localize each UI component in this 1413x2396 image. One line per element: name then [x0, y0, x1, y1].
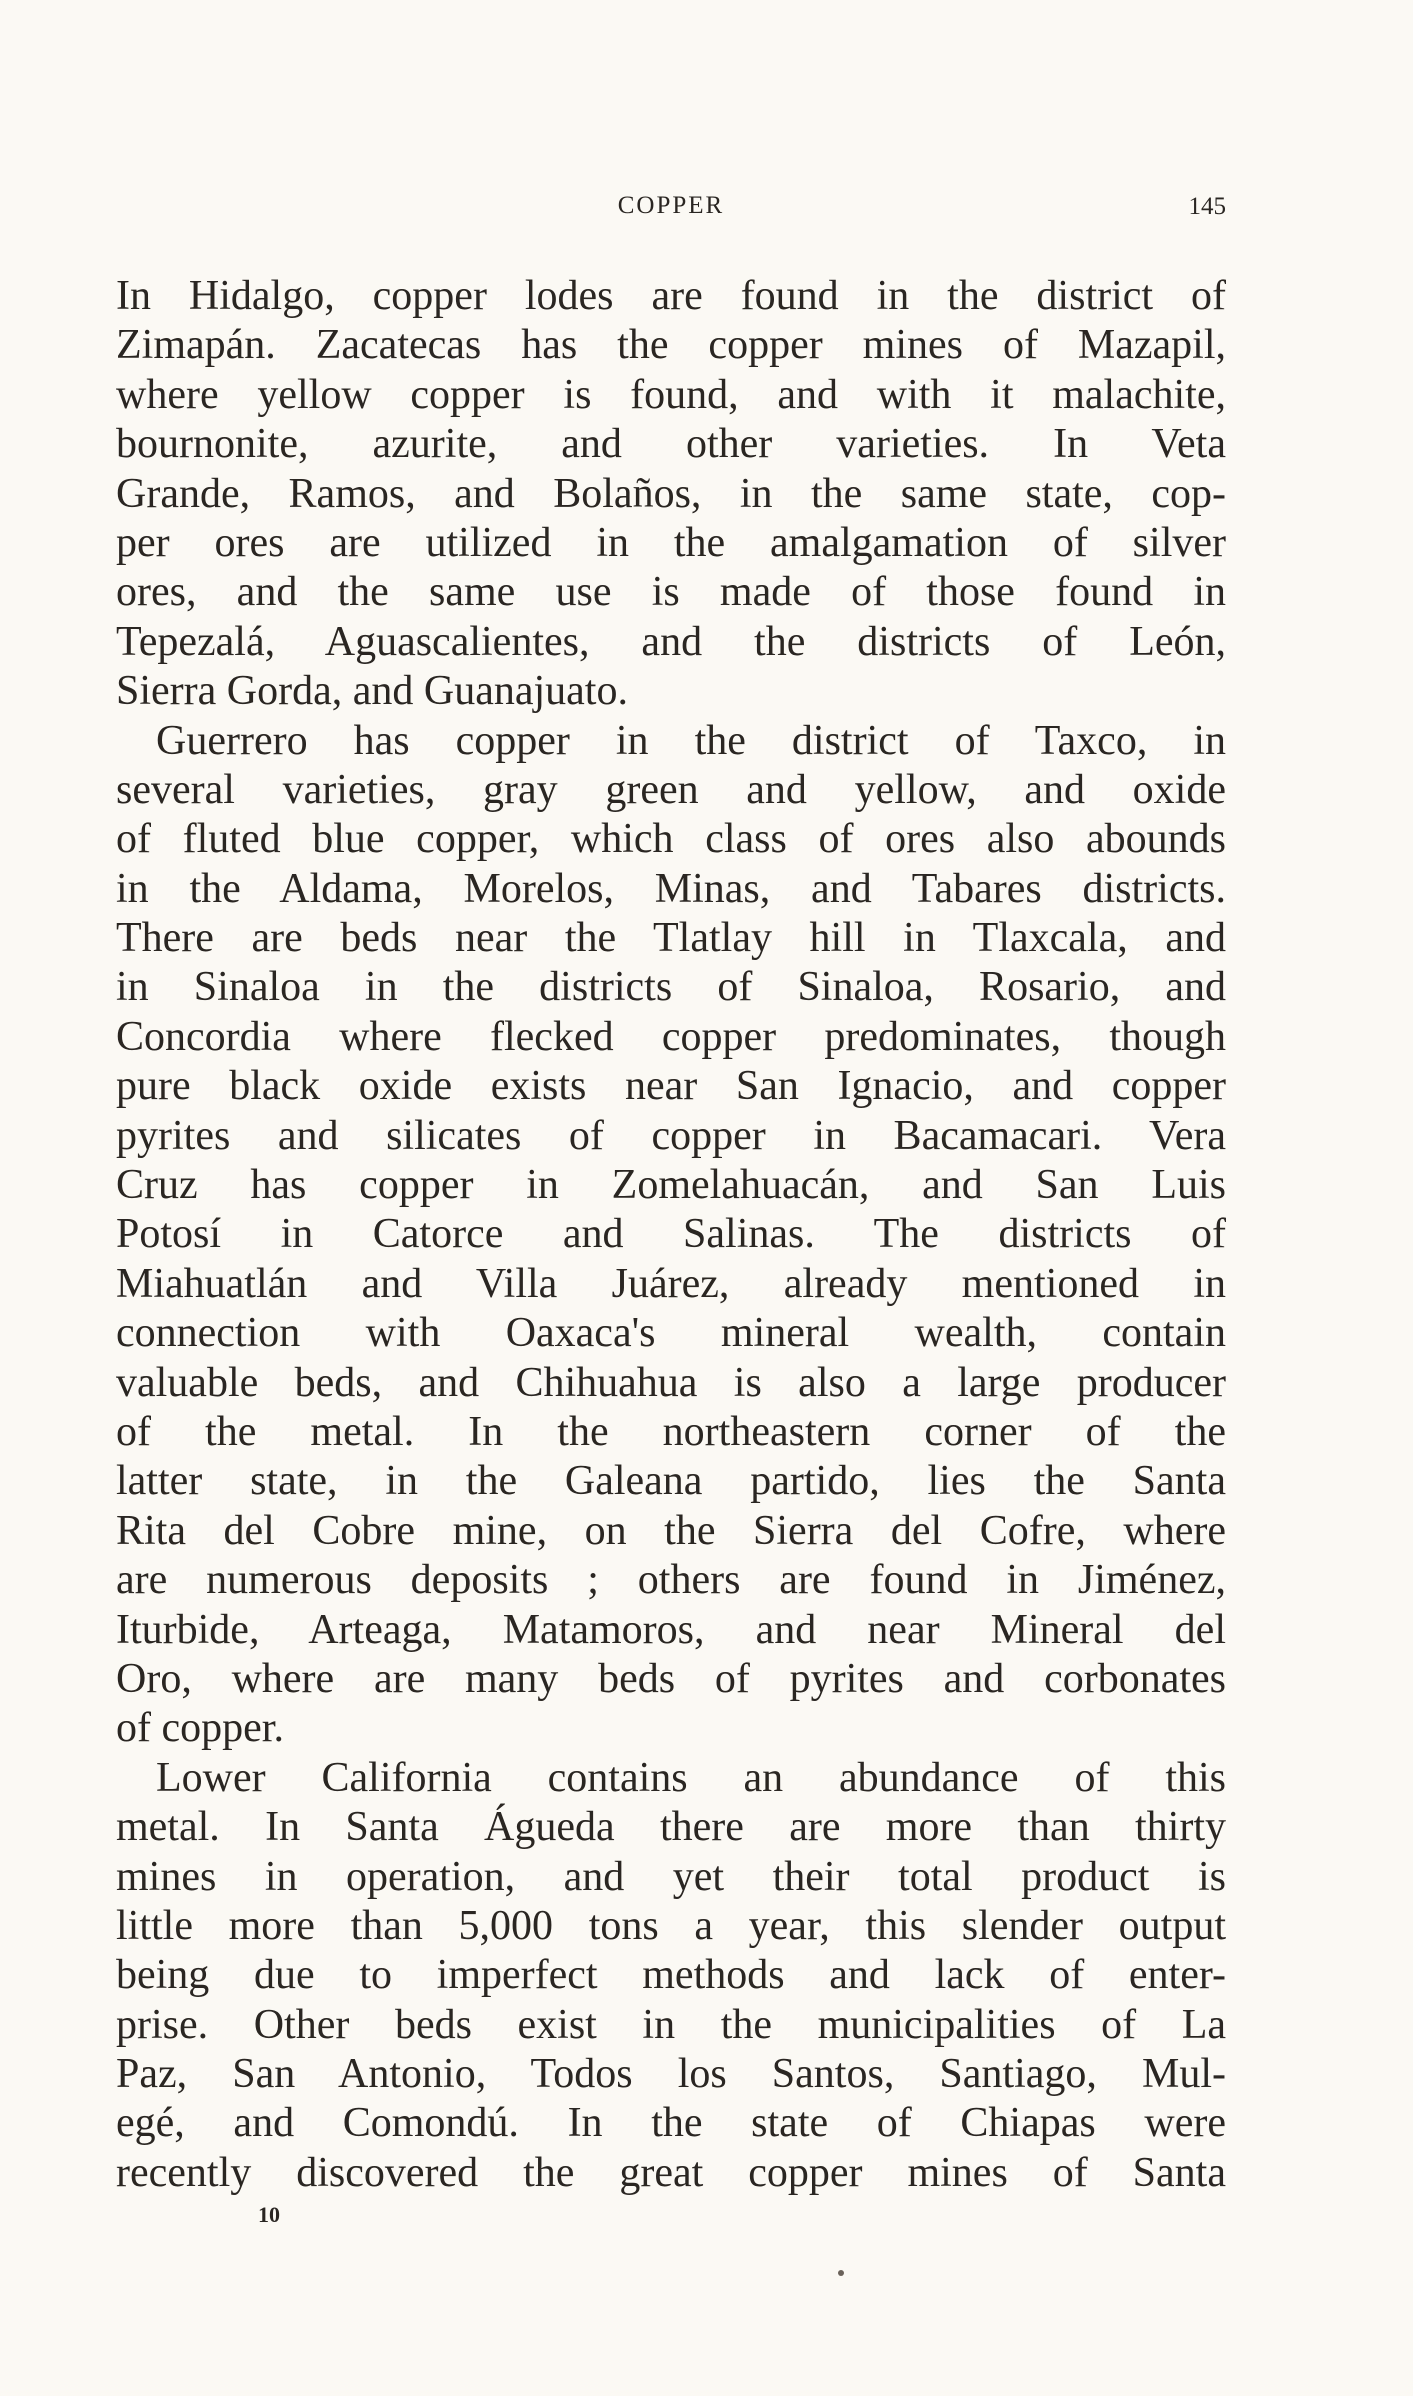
text-line: Zimapán. Zacatecas has the copper mines of Mazapil,	[116, 322, 1226, 369]
text-line: ores, and the same use is made of those found in	[116, 569, 1226, 616]
text-line: of the metal. In the northeastern corner of the	[116, 1408, 1226, 1455]
text-line: are numerous deposits ; others are found in Jiménez,	[116, 1557, 1226, 1604]
body-text	[116, 272, 1226, 2198]
text-line: of fluted blue copper, which class of ores also abounds	[116, 816, 1226, 863]
text-line: recently discovered the great copper mines of Santa	[116, 2149, 1226, 2196]
text-line: In Hidalgo, copper lodes are found in the district of	[116, 273, 1226, 319]
text-line: in the Aldama, Morelos, Minas, and Tabares districts.	[116, 865, 1226, 912]
text-line: being due to imperfect methods and lack of enter-	[116, 1952, 1226, 1999]
text-line: per ores are utilized in the amalgamation of silver	[116, 519, 1226, 566]
text-line: several varieties, gray green and yellow, and oxide	[116, 766, 1226, 813]
text-line: Paz, San Antonio, Todos los Santos, Santiago, Mul-	[116, 2051, 1226, 2098]
text-line: metal. In Santa Águeda there are more than thirty	[116, 1804, 1226, 1851]
text-line: There are beds near the Tlatlay hill in Tlaxcala, and	[116, 915, 1226, 962]
paragraph	[116, 272, 1226, 717]
paragraph	[116, 717, 1226, 1754]
text-line: latter state, in the Galeana partido, lies the Santa	[116, 1458, 1226, 1505]
text-line: Concordia where flecked copper predominates, though	[116, 1013, 1226, 1060]
running-title: COPPER	[617, 192, 725, 219]
text-line: Tepezalá, Aguascalientes, and the districts of León,	[116, 618, 1226, 665]
text-line: mines in operation, and yet their total product is	[116, 1853, 1226, 1900]
text-line: connection with Oaxaca's mineral wealth, contain	[116, 1310, 1226, 1357]
text-line: Cruz has copper in Zomelahuacán, and San Luis	[116, 1162, 1226, 1209]
text-line: pure black oxide exists near San Ignacio, and copper	[116, 1063, 1226, 1110]
signature-mark: 10	[258, 2202, 280, 2227]
text-line: Miahuatlán and Villa Juárez, already mentioned in	[116, 1260, 1226, 1307]
text-line: valuable beds, and Chihuahua is also a large producer	[116, 1359, 1226, 1406]
text-line: Rita del Cobre mine, on the Sierra del Cofre, where	[116, 1507, 1226, 1554]
ink-dot	[838, 2270, 844, 2276]
text-line: egé, and Comondú. In the state of Chiapas were	[116, 2100, 1226, 2147]
page-number: 145	[1188, 193, 1226, 220]
text-line: Oro, where are many beds of pyrites and corbonates	[116, 1655, 1226, 1702]
text-line: little more than 5,000 tons a year, this slender output	[116, 1902, 1226, 1949]
text-line: pyrites and silicates of copper in Bacamacari. Vera	[116, 1112, 1226, 1159]
text-line: Guerrero has copper in the district of Taxco, in	[156, 717, 1226, 764]
paragraph	[116, 1754, 1226, 2199]
text-line: in Sinaloa in the districts of Sinaloa, Rosario, and	[116, 964, 1226, 1011]
text-line: Sierra Gorda, and Guanajuato.	[116, 668, 628, 715]
text-line: bournonite, azurite, and other varieties. In Veta	[116, 421, 1226, 468]
text-line: Iturbide, Arteaga, Matamoros, and near Mineral del	[116, 1606, 1226, 1653]
text-line: Potosí in Catorce and Salinas. The districts of	[116, 1211, 1226, 1258]
text-line: where yellow copper is found, and with it malachite,	[116, 371, 1226, 418]
text-line: prise. Other beds exist in the municipalities of La	[116, 2001, 1226, 2048]
text-line: Lower California contains an abundance of this	[156, 1754, 1226, 1801]
running-head	[116, 192, 1226, 232]
text-line: of copper.	[116, 1705, 284, 1752]
text-line: Grande, Ramos, and Bolaños, in the same state, cop-	[116, 470, 1226, 517]
